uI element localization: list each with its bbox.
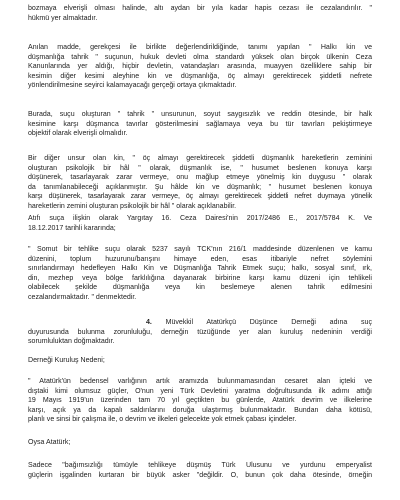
text-line: düzenini, toplum huzurunu/barışını himaye eden, esas itibariyle nefret söylemini (28, 255, 372, 263)
text-line: cezalandırmaktadır. " denmektedir. (28, 293, 137, 301)
text-line: " Somut bir tehlike suçu olarak 5237 sayılı TCK'nın 216/1 maddesinde düzenlenen ve kamu (28, 246, 372, 253)
text-line: hareketlerin zemini oluşturan psikolojik bir hâl " olarak açıklanabilir. (28, 202, 237, 210)
text-line: Oysa Atatürk; (28, 439, 71, 446)
section-heading: 4. Müvekkil Atatürkçü Düşünce Derneği adına suç (146, 319, 372, 326)
text-line: sorumluluktan doğmaktadır. (28, 338, 115, 345)
paragraph-11 (28, 461, 372, 480)
paragraph-5 (28, 214, 372, 233)
paragraph-4 (28, 154, 372, 211)
text-line: Bir diğer unsur olan kin, " öç almayı gerektirecek şiddetli düşmanlık hareketlerin zeminini (28, 155, 372, 162)
text-line: sınırlandırmayı hedefleyen Halkı Kin ve Düşmanlığa Tahrik Etmek suçu; halkı, sosyal sınıf, ırk, (28, 265, 372, 272)
text-line: kesimine karşı düşmanca tavırlar gösterilmesini sağlamaya veya bu tür tavırları pekiştirmeye (28, 120, 372, 128)
text-line: objektif olarak elverişli olmalıdır. (28, 130, 128, 137)
text-line: kesimin diğer kesimi aleyhine kin ve düşmanlığa, öç almayı gerektirecek şiddetli nefrete (28, 72, 372, 80)
text-line: planlı ve sinsi bir çalışma ile, o devrim ve ilkeleri gelecekte yok etmek çabası içindeler. (28, 416, 297, 423)
paragraph-7-section (28, 318, 372, 347)
text-line: Anılan madde, gerekçesi ile birlikte değerlendirildiğinde, tanımı yapılan " Halkı kin ve (28, 44, 372, 51)
paragraph-10 (28, 438, 372, 448)
text-line: bozmaya elverişli olması halinde, altı aydan bir yıla kadar hapis cezası ile cezalandırılır. " (28, 5, 372, 12)
text-line: Sadece "bağımsızlığı tümüyle tehlikeye düşmüş Türk Ulusunu ve yurdunu emperyalist (28, 462, 372, 469)
paragraph-2 (28, 43, 372, 91)
text-line: Atıfı suça ilişkin olarak Yargıtay 16. Ceza Dairesi'nin 2017/2486 E., 2017/5784 K. Ve (28, 215, 372, 222)
text-line: Derneği Kuruluş Nedeni; (28, 357, 105, 364)
section-number: 4. (146, 319, 152, 326)
text-line (28, 318, 372, 328)
text-line: karşı, açık ya da kapalı saldırılarını doruğa ulaştırmış bulunmaktadır. Bundan daha kötüsü, (28, 406, 372, 414)
text-line: Kanunlarında yer aldığı, hiçbir devletin, vatandaşları arasında, muayyen özelliklere sahip bir (28, 63, 372, 70)
text-line: dıştaki kimi olumsuz güçler, O'nun yeni Türk Devletini yaratma doğrultusunda ilk adımı attığı (28, 387, 372, 395)
text-line: Burada, suçu oluşturan " tahrik " unsurunun, soyut saygısızlık ve reddin ötesinde, bir halk (28, 111, 372, 118)
paragraph-3 (28, 110, 372, 139)
paragraph-6-quote (28, 245, 372, 302)
text-line: duyurusunda bulunma zorunluluğu, derneğin tüzüğünde yer alan kuruluş nedeninin verdiği (28, 328, 372, 336)
text-line: oluşturan psikolojik bir hâl " olarak, düşmanlık ise, " husumet beslenen konuya karşı (28, 164, 372, 172)
text-line: 18.12.2017 tarihli kararında; (28, 224, 116, 232)
text-line: da tanımlanabileceği açıklanmıştır. Şu hâlde kin ve düşmanlık; " husumet beslenen konuya (28, 183, 372, 191)
text-line: olabilecek şekilde düşmanlığa veya kin beslemeye alenen tahrik edilmesini (28, 284, 372, 291)
text-line: din, mezhep veya bölge farklılığına dayanarak birbirine karşı kamu düzeni için tehlikeli (28, 274, 372, 282)
text-line: hükmü yer almaktadır. (28, 14, 98, 22)
text-line: düşmanlığa tahrik " suçunun, hukuk devleti olma standardı yüksek olan birçok ülkenin Ceza (28, 53, 372, 61)
text-line: güçlerin işgalinden kurtaran bir büyük asker "değildir. O, bunun çok daha ötesinde, örneğin (28, 471, 372, 479)
paragraph-1 (28, 4, 372, 23)
text-line: düşünerek, tasarlayarak zarar vermeye, onu mağlup etmeye yönelmiş kin duygusu " olarak (28, 174, 372, 181)
text-line: karşı düşünerek, tasarlayarak zarar vermeye, öç almayı gerektirecek şiddetli nefret duymaya yönelik (28, 193, 372, 200)
paragraph-9-quote (28, 377, 372, 425)
text-line: 19 Mayıs 1919'un üzerinden tam 70 yıl geçtikten bu günlerde, Atatürk devrim ve ilkelerine (28, 397, 372, 404)
text-line: yönlendirilmesine seyirci kalamayacağı gerçeği ortaya çıkmaktadır. (28, 82, 237, 89)
text-line: " Atatürk'ün bedensel varlığının artık aramızda bulunmamasından cesaret alan içteki ve (28, 378, 372, 385)
paragraph-8 (28, 356, 372, 366)
